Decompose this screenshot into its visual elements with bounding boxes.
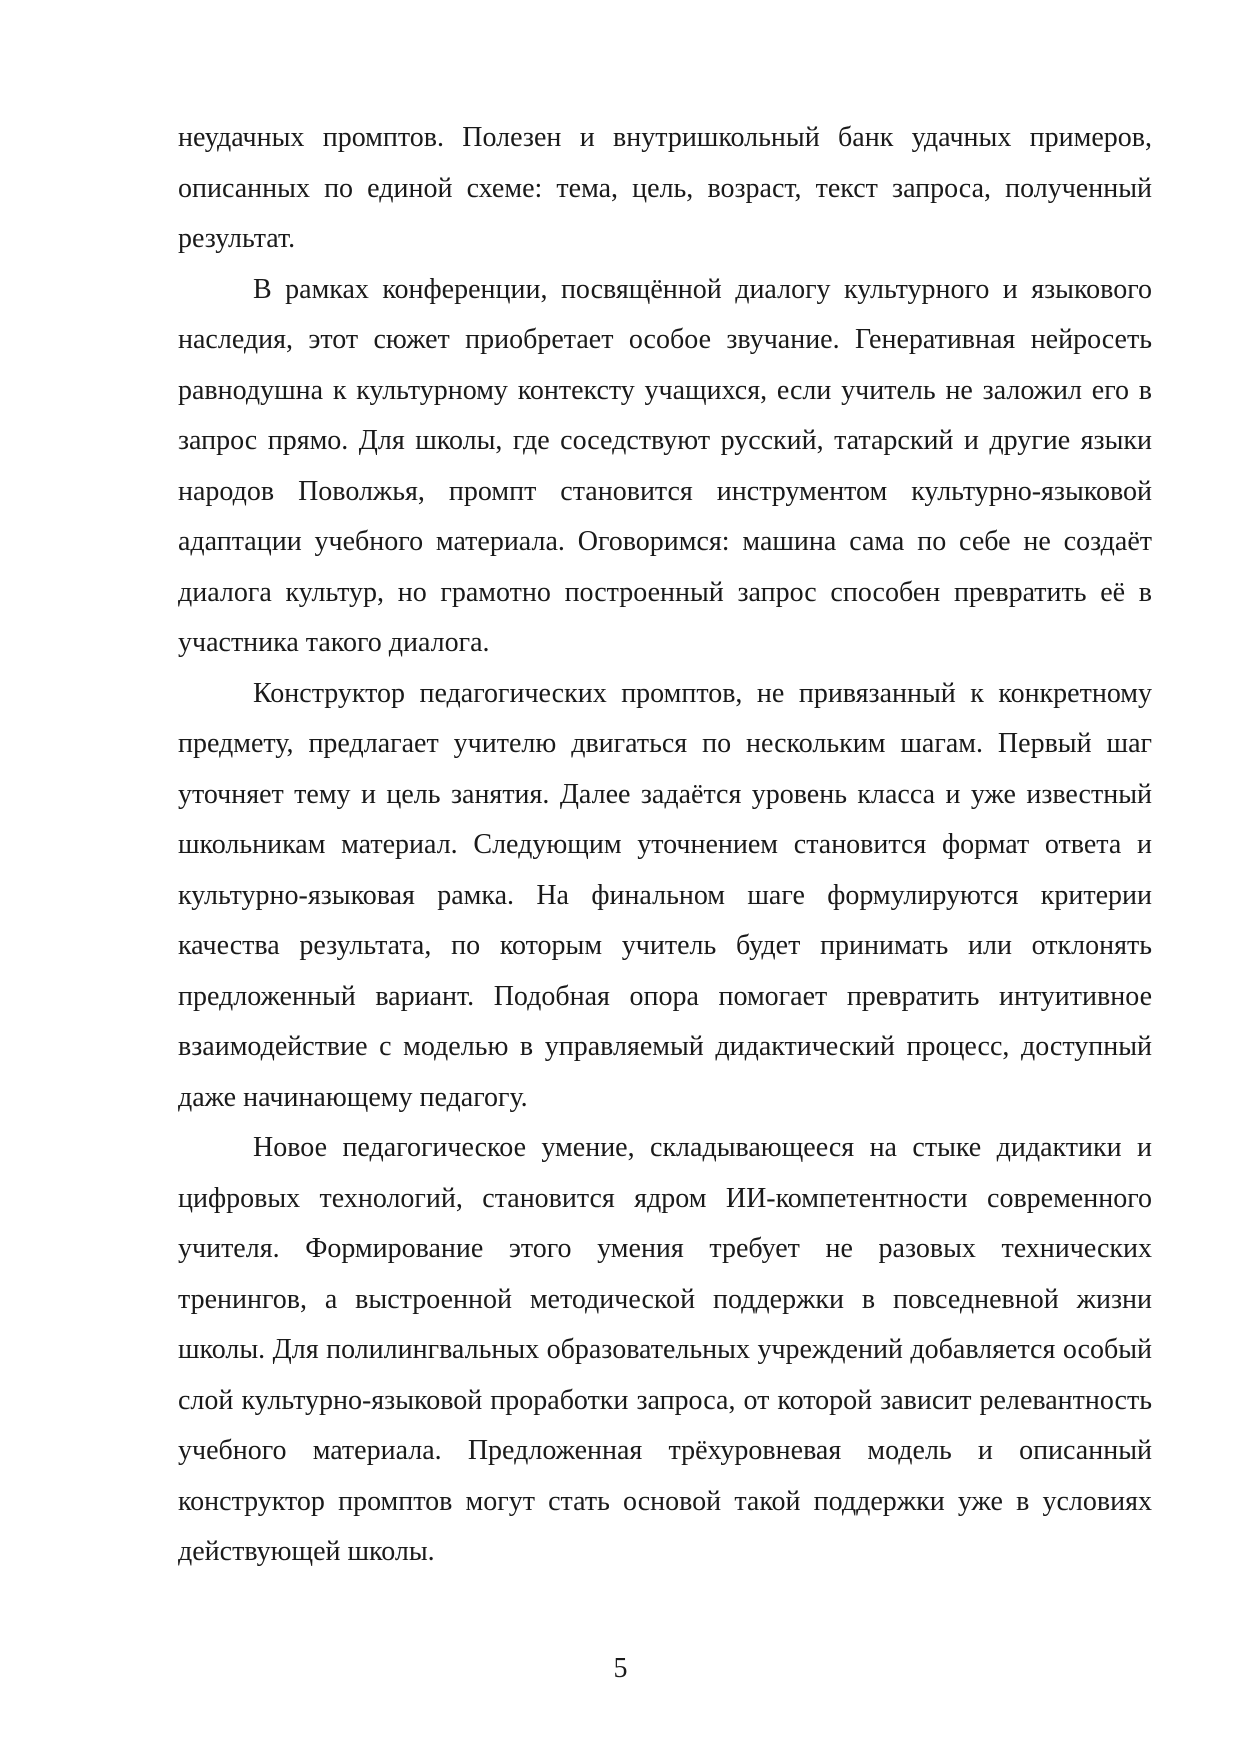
paragraph-continuation: неудачных промптов. Полезен и внутришкольный банк удачных примеров, описанных по единой схеме: тема, цель, возраст, текст запроса, полученный результат. <box>178 122 1152 254</box>
paragraph-conclusion: Новое педагогическое умение, складывающееся на стыке дидактики и цифровых технологий, становится ядром ИИ-компетентности современного учителя. Формирование этого умения требует не разовых технических тренингов, а выстроенной методической поддержки в повседневной жизни школы. Для полилингвальных образовательных учреждений добавляется особый слой культурно-языковой проработки запроса, от которой зависит релевантность учебного материала. Предложенная трёхуровневая модель и описанный конструктор промптов могут стать основой такой поддержки уже в условиях действующей школы. <box>178 1132 1152 1567</box>
page-number: 5 <box>613 1653 628 1684</box>
paragraph-conference-context: В рамках конференции, посвящённой диалогу культурного и языкового наследия, этот сюжет приобретает особое звучание. Генеративная нейросеть равнодушна к культурному контексту учащихся, если учитель не заложил его в запрос прямо. Для школы, где соседствуют русский, татарский и другие языки народов Поволжья, промпт становится инструментом культурно-языковой адаптации учебного материала. Оговоримся: машина сама по себе не создаёт диалога культур, но грамотно построенный запрос способен превратить её в участника такого диалога. <box>178 273 1152 658</box>
paragraph-prompt-constructor: Конструктор педагогических промптов, не привязанный к конкретному предмету, предлагает учителю двигаться по нескольким шагам. Первый шаг уточняет тему и цель занятия. Далее задаётся уровень класса и уже известный школьникам материал. Следующим уточнением становится формат ответа и культурно-языковая рамка. На финальном шаге формулируются критерии качества результата, по которым учитель будет принимать или отклонять предложенный вариант. Подобная опора помогает превратить интуитивное взаимодействие с моделью в управляемый дидактический процесс, доступный даже начинающему педагогу. <box>178 677 1152 1113</box>
body-text <box>178 113 1152 1578</box>
